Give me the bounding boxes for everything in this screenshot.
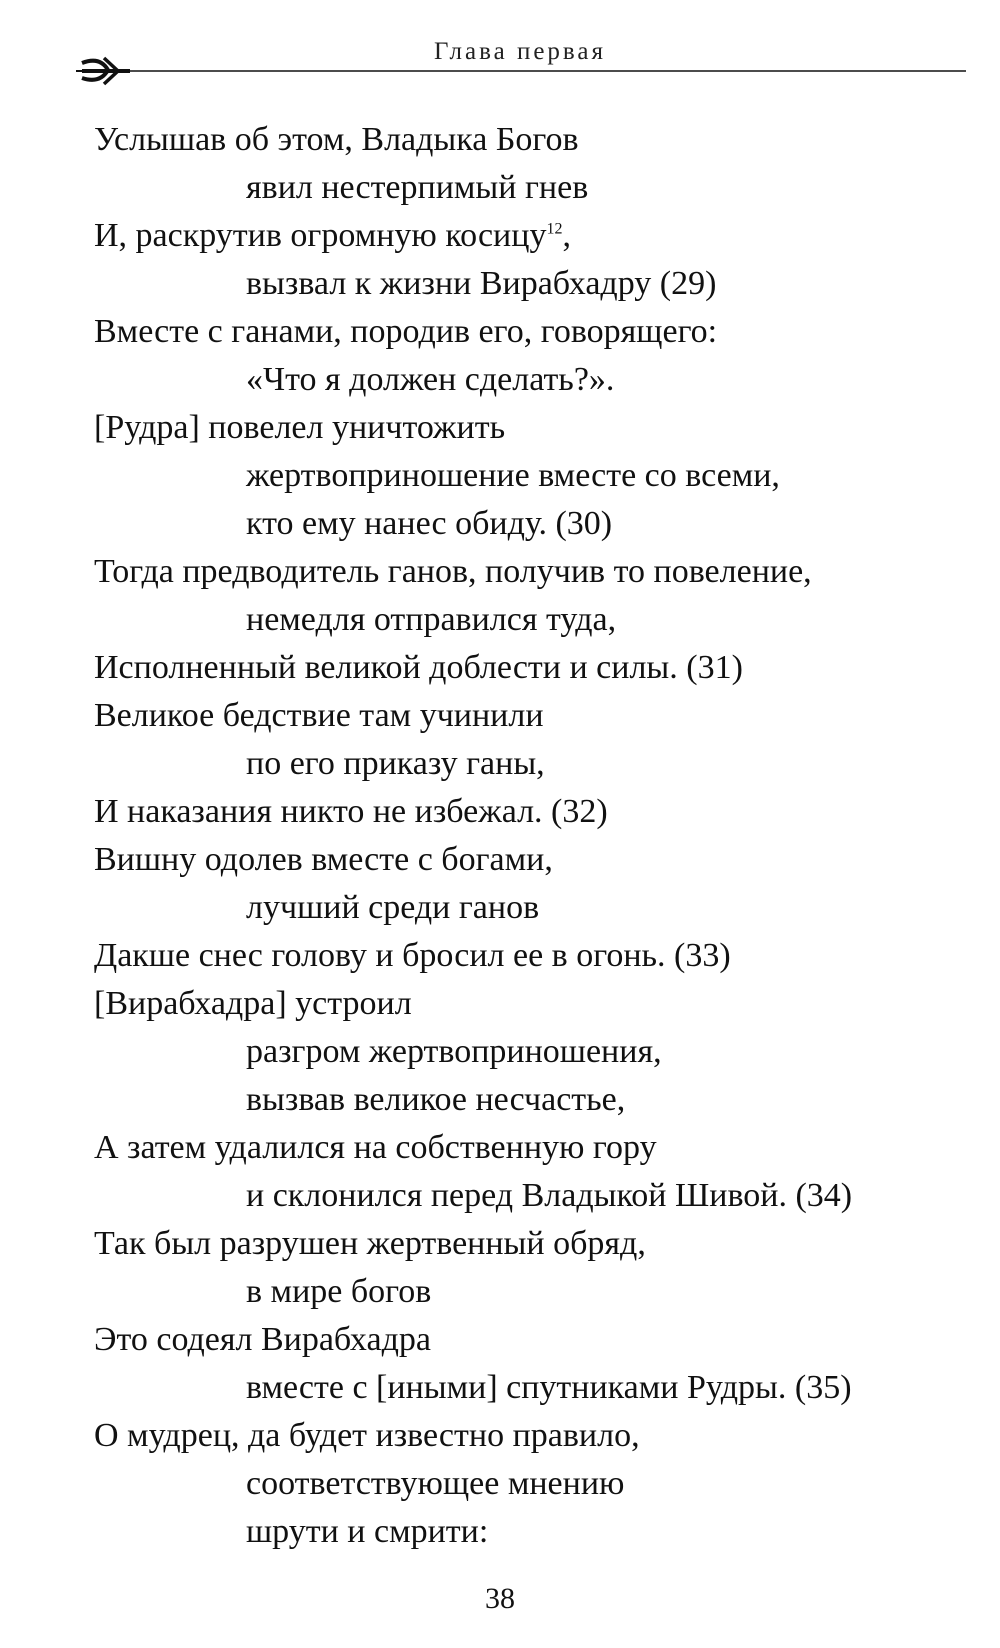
verse-line-text: немедля отправился туда,: [246, 601, 617, 638]
verse-line: [94, 1412, 974, 1460]
verse-line-text: в мире богов: [246, 1273, 432, 1310]
verse-line-text: Исполненный великой доблести и силы. (31): [94, 649, 743, 686]
verse-line: [94, 788, 974, 836]
verse-line: [94, 932, 974, 980]
verse-line-text: Вишну одолев вместе с богами,: [94, 841, 553, 878]
verse-line: [94, 1316, 974, 1364]
page-header: [0, 0, 1000, 100]
verse-line: [94, 260, 974, 308]
verse-line: [94, 1076, 974, 1124]
verse-line: [94, 452, 974, 500]
verse-line: [94, 1460, 974, 1508]
verse-line: [94, 1124, 974, 1172]
verse-line-text: вызвал к жизни Вирабхадру (29): [246, 265, 717, 302]
verse-line: [94, 164, 974, 212]
verse-line-text: О мудрец, да будет известно правило,: [94, 1417, 640, 1454]
verse-line: [94, 1220, 974, 1268]
verse-line-text: вызвав великое несчастье,: [246, 1081, 626, 1118]
verse-line-text: разгром жертвоприношения,: [246, 1033, 662, 1070]
verse-line-text: лучший среди ганов: [246, 889, 540, 926]
verse-line-text: [Вирабхадра] устроил: [94, 985, 412, 1022]
verse-line-text: Это содеял Вирабхадра: [94, 1321, 431, 1358]
verse-line: [94, 500, 974, 548]
verse-line-text: А затем удалился на собственную гору: [94, 1129, 657, 1166]
verse-line: [94, 884, 974, 932]
verse-line: [94, 404, 974, 452]
verse-line-text: по его приказу ганы,: [246, 745, 545, 782]
verse-line-text: И, раскрутив огромную косицу: [94, 217, 547, 254]
verse-line: [94, 1268, 974, 1316]
verse-line-punctuation: ,: [562, 217, 571, 254]
verse-text: [94, 116, 974, 1556]
verse-line-text: Услышав об этом, Владыка Богов: [94, 121, 579, 158]
footnote-marker[interactable]: 12: [546, 220, 563, 238]
verse-line: [94, 1508, 974, 1556]
verse-line-text: и склонился перед Владыкой Шивой. (34): [246, 1177, 853, 1214]
verse-line-text: вместе с [иными] спутниками Рудры. (35): [246, 1369, 852, 1406]
verse-line: [94, 980, 974, 1028]
verse-line-text: шрути и смрити:: [246, 1513, 489, 1550]
verse-line: [94, 548, 974, 596]
verse-line: [94, 212, 974, 260]
verse-line-text: Так был разрушен жертвенный обряд,: [94, 1225, 646, 1262]
verse-line: [94, 308, 974, 356]
verse-line-text: Тогда предводитель ганов, получив то повеление,: [94, 553, 812, 590]
verse-line: [94, 1364, 974, 1412]
verse-line: [94, 116, 974, 164]
verse-line: [94, 836, 974, 884]
verse-line-text: кто ему нанес обиду. (30): [246, 505, 613, 542]
verse-line-text: Вместе с ганами, породив его, говорящего:: [94, 313, 718, 350]
verse-line-text: Дакше снес голову и бросил ее в огонь. (33): [94, 937, 731, 974]
verse-line: [94, 692, 974, 740]
verse-line-text: [Рудра] повелел уничтожить: [94, 409, 506, 446]
verse-line-text: И наказания никто не избежал. (32): [94, 793, 608, 830]
verse-line-text: явил нестерпимый гнев: [246, 169, 589, 206]
verse-line-text: жертвоприношение вместе со всеми,: [246, 457, 780, 494]
verse-line-text: «Что я должен сделать?».: [246, 361, 615, 398]
verse-line: [94, 596, 974, 644]
running-head: Глава первая: [433, 38, 606, 65]
verse-line-text: соответствующее мнению: [246, 1465, 625, 1502]
verse-line: [94, 644, 974, 692]
verse-line: [94, 1172, 974, 1220]
verse-line: [94, 740, 974, 788]
verse-line-text: Великое бедствие там учинили: [94, 697, 544, 734]
verse-line: [94, 356, 974, 404]
page-number: 38: [485, 1582, 515, 1615]
verse-line: [94, 1028, 974, 1076]
